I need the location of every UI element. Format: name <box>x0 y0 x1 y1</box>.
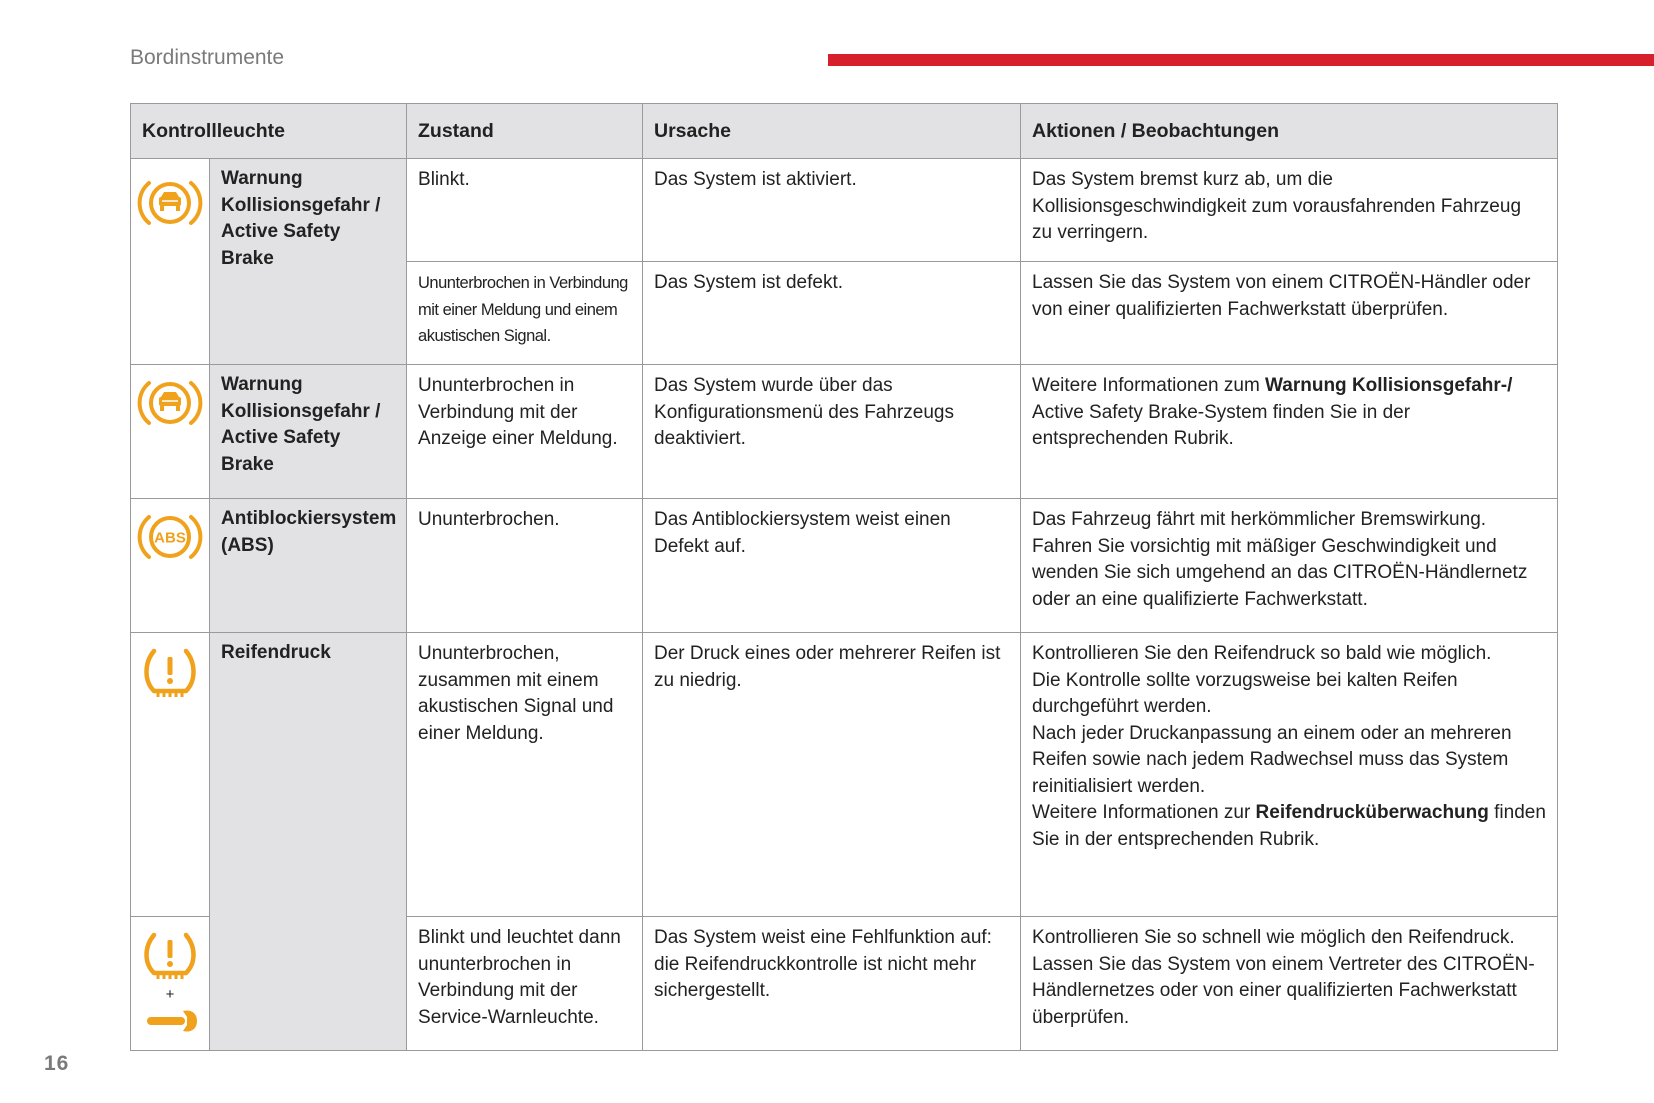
ursache-cell: Der Druck eines oder mehrerer Reifen ist zu niedrig. <box>643 633 1021 917</box>
warning-light-name: Warnung Kollisionsgefahr / Active Safety Brake <box>210 365 407 499</box>
aktion-text: finden Sie in der entsprechenden Rubrik. <box>1032 802 1546 850</box>
icon-cell <box>131 917 210 1051</box>
aktion-line: Nach jeder Druckanpassung an einem oder an mehreren Reifen sowie nach jedem Radwechsel muss das System reinitialisiert werden. <box>1032 722 1512 797</box>
warning-lights-table <box>130 103 1558 1051</box>
zustand-cell: Ununterbrochen, zusammen mit einem akustischen Signal und einer Meldung. <box>407 633 643 917</box>
abs-icon-label: ABS <box>154 529 186 547</box>
zustand-cell: Ununterbrochen. <box>407 499 643 633</box>
aktion-bold-text: Warnung Kollisionsgefahr-/ <box>1265 375 1513 396</box>
column-header-kontrollleuchte: Kontrollleuchte <box>131 104 407 159</box>
ursache-cell: Das Antiblockiersystem weist einen Defekt auf. <box>643 499 1021 633</box>
aktion-text: Weitere Informationen zum <box>1032 375 1266 396</box>
icon-cell <box>131 633 210 917</box>
ursache-cell: Das System wurde über das Konfigurationsmenü des Fahrzeugs deaktiviert. <box>643 365 1021 499</box>
table-row <box>131 633 1558 917</box>
ursache-cell: Das System weist eine Fehlfunktion auf: die Reifendruckkontrolle ist nicht mehr sichergestellt. <box>643 917 1021 1051</box>
zustand-cell: Ununterbrochen in Verbindung mit einer Meldung und einem akustischen Signal. <box>407 262 643 365</box>
icon-cell <box>131 365 210 499</box>
collision-warning-icon <box>137 175 203 231</box>
aktion-cell <box>1021 633 1558 917</box>
zustand-cell: Blinkt und leuchtet dann ununterbrochen in Verbindung mit der Service-Warnleuchte. <box>407 917 643 1051</box>
aktion-line <box>1032 800 1546 853</box>
plus-sign: + <box>165 986 175 1003</box>
aktion-cell: Lassen Sie das System von einem CITROËN-Händler oder von einer qualifizierten Fachwerkstatt überprüfen. <box>1021 262 1558 365</box>
wrench-icon <box>147 1010 197 1031</box>
warning-light-name: Antiblockiersystem (ABS) <box>210 499 407 633</box>
warning-light-name: Warnung Kollisionsgefahr / Active Safety Brake <box>210 159 407 365</box>
ursache-cell: Das System ist aktiviert. <box>643 159 1021 262</box>
aktion-line: Kontrollieren Sie den Reifendruck so bald wie möglich. <box>1032 643 1492 664</box>
aktion-cell: Das System bremst kurz ab, um die Kollisionsgeschwindigkeit zum vorausfahrenden Fahrzeug zu verringern. <box>1021 159 1558 262</box>
section-title: Bordinstrumente <box>130 46 285 69</box>
aktion-cell: Das Fahrzeug fährt mit herkömmlicher Bremswirkung. Fahren Sie vorsichtig mit mäßiger Geschwindigkeit und wenden Sie sich umgehend an das CITROËN-Händlernetz oder an eine qualifizierte Fachwerkstatt. <box>1021 499 1558 633</box>
warning-light-name: Reifendruck <box>210 633 407 1051</box>
aktion-text: Active Safety Brake-System finden Sie in der entsprechenden Rubrik. <box>1032 401 1411 449</box>
table-row <box>131 365 1558 499</box>
zustand-cell: Ununterbrochen in Verbindung mit der Anzeige einer Meldung. <box>407 365 643 499</box>
aktion-bold-text: Reifendrucküberwachung <box>1255 802 1489 823</box>
icon-cell <box>131 159 210 365</box>
accent-bar <box>828 54 1654 66</box>
aktion-text: Weitere Informationen zur <box>1032 802 1256 823</box>
column-header-aktionen: Aktionen / Beobachtungen <box>1021 104 1558 159</box>
column-header-zustand: Zustand <box>407 104 643 159</box>
table-row <box>131 499 1558 633</box>
zustand-cell: Blinkt. <box>407 159 643 262</box>
tire-pressure-service-icon <box>137 929 203 1047</box>
column-header-ursache: Ursache <box>643 104 1021 159</box>
aktion-cell <box>1021 365 1558 499</box>
page-number: 16 <box>44 1052 70 1075</box>
ursache-cell: Das System ist defekt. <box>643 262 1021 365</box>
icon-cell <box>131 499 210 633</box>
table-header-row <box>131 104 1558 159</box>
tire-pressure-icon <box>140 643 200 703</box>
aktion-line: Die Kontrolle sollte vorzugsweise bei kalten Reifen durchgeführt werden. <box>1032 669 1458 717</box>
collision-warning-icon <box>137 375 203 431</box>
abs-icon <box>137 509 203 565</box>
aktion-cell: Kontrollieren Sie so schnell wie möglich den Reifendruck. Lassen Sie das System von einem Vertreter des CITROËN-Händlernetzes oder von einer qualifizierten Fachwerkstatt überprüfen. <box>1021 917 1558 1051</box>
table-row <box>131 159 1558 262</box>
